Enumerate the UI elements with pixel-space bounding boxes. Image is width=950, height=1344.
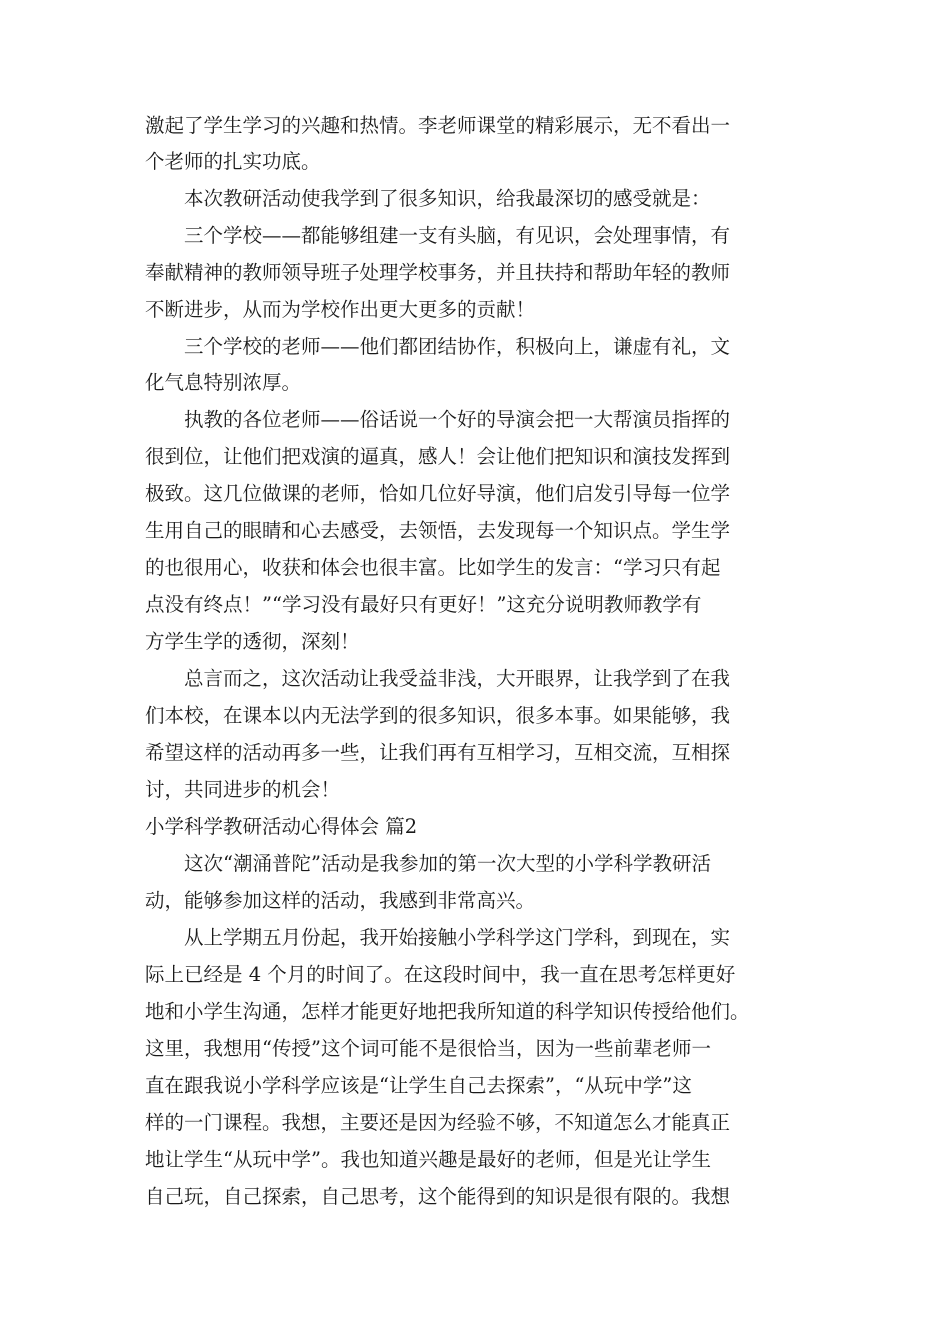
text-line: 讨，共同进步的机会！ xyxy=(145,778,341,801)
text-line: 地让学生“从玩中学”。我也知道兴趣是最好的老师，但是光让学生 xyxy=(145,1148,711,1171)
text-line: 很到位，让他们把戏演的逼真，感人！会让他们把知识和演技发挥到 xyxy=(145,445,731,468)
text-line: 自己玩，自己探索，自己思考，这个能得到的知识是很有限的。我想 xyxy=(145,1185,731,1208)
text-line: 这里，我想用“传授”这个词可能不是很恰当，因为一些前辈老师一 xyxy=(145,1037,711,1060)
text-line: 激起了学生学习的兴趣和热情。李老师课堂的精彩展示，无不看出一 xyxy=(145,114,731,137)
section-heading: 小学科学教研活动心得体会 篇2 xyxy=(145,815,418,838)
text-line: 执教的各位老师——俗话说一个好的导演会把一大帮演员指挥的 xyxy=(145,408,731,431)
text-line: 不断进步，从而为学校作出更大更多的贡献！ xyxy=(145,298,536,321)
text-line: 方学生学的透彻，深刻！ xyxy=(145,630,360,653)
text-line: 三个学校——都能够组建一支有头脑，有见识，会处理事情，有 xyxy=(145,224,731,247)
text-line: 地和小学生沟通，怎样才能更好地把我所知道的科学知识传授给他们。 xyxy=(145,1000,750,1023)
text-line: 直在跟我说小学科学应该是“让学生自己去探索”，“从玩中学”这 xyxy=(145,1074,692,1097)
text-line: 个老师的扎实功底。 xyxy=(145,150,321,173)
text-line: 化气息特别浓厚。 xyxy=(145,371,302,394)
text-line: 的也很用心，收获和体会也很丰富。比如学生的发言：“学习只有起 xyxy=(145,556,721,579)
text-line: 这次“潮涌普陀”活动是我参加的第一次大型的小学科学教研活 xyxy=(145,852,711,875)
text-line: 总言而之，这次活动让我受益非浅，大开眼界，让我学到了在我 xyxy=(145,667,731,690)
text-line: 本次教研活动使我学到了很多知识，给我最深切的感受就是： xyxy=(145,187,711,210)
text-line: 生用自己的眼睛和心去感受，去领悟，去发现每一个知识点。学生学 xyxy=(145,519,731,542)
text-line: 希望这样的活动再多一些，让我们再有互相学习，互相交流，互相探 xyxy=(145,741,731,764)
text-line: 样的一门课程。我想，主要还是因为经验不够，不知道怎么才能真正 xyxy=(145,1111,731,1134)
text-line: 三个学校的老师——他们都团结协作，积极向上，谦虚有礼，文 xyxy=(145,335,731,358)
text-line: 点没有终点！”“学习没有最好只有更好！”这充分说明教师教学有 xyxy=(145,593,702,616)
text-line: 们本校，在课本以内无法学到的很多知识，很多本事。如果能够，我 xyxy=(145,704,731,727)
text-line: 奉献精神的教师领导班子处理学校事务，并且扶持和帮助年轻的教师 xyxy=(145,261,731,284)
text-line: 极致。这几位做课的老师，恰如几位好导演，他们启发引导每一位学 xyxy=(145,482,731,505)
text-line: 动，能够参加这样的活动，我感到非常高兴。 xyxy=(145,889,536,912)
text-line: 从上学期五月份起，我开始接触小学科学这门学科，到现在，实 xyxy=(145,926,731,949)
text-line: 际上已经是 4 个月的时间了。在这段时间中，我一直在思考怎样更好 xyxy=(145,963,736,986)
